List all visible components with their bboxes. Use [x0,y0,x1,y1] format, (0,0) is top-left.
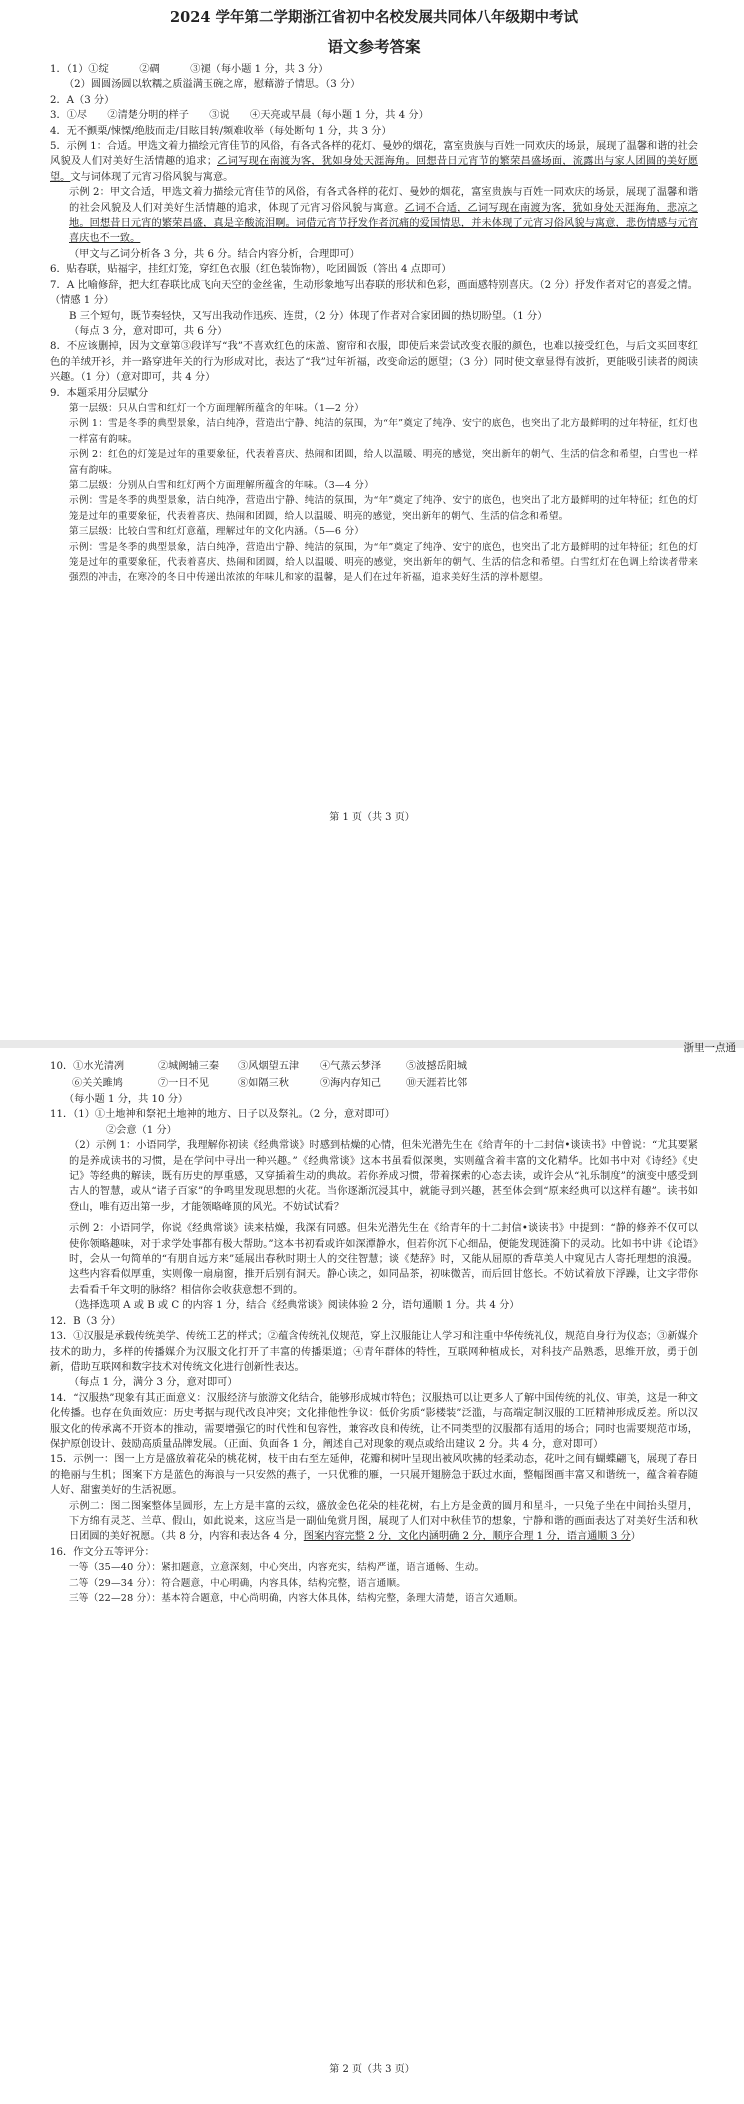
doc-subtitle: 语文参考答案 [327,37,421,56]
grade-2: 二等（29—34 分）：符合题意，中心明确，内容具体，结构完整，语言通顺。 [69,1577,407,1589]
q10-item: ⑤波撼岳阳城 [406,1061,468,1072]
q10-item: ⑧如隔三秋 [238,1078,289,1089]
level-3-example: 示例：雪是冬季的典型景象，洁白纯净，营造出宁静、纯洁的氛围，为“年”奠定了纯净、安宁的底色，也突出了北方最鲜明的过年特征；红色的灯笼是过年的重要象征，代表着喜庆、热闹和团圆，给人以温暖、明亮的感觉，突出新年的朝气、生活的信念和希望。白雪红灯在色调上给读者带来强烈的冲击，在寒冷的冬日中传递出浓浓的年味儿和家的温馨，是人们在过年祈福，追求美好生活的淳朴愿望。 [69,541,698,584]
answer-q2: 2．A（3 分） [50,94,115,106]
page-2-content [50,1058,698,1606]
answer-q15-example-1: 15．示例一：图一上方是盛放着花朵的桃花树，枝干由右至左延伸，花瓣和树叶呈现出被风吹拂的轻柔动态，花叶之间有蝴蝶翩飞，展现了春日的艳丽与生机；图案下方是蓝色的海浪与一只安然的燕子，一只优雅的雁，一只展开翅膀急于跃过水面，整幅图画丰富又和谐统一，蕴含着春随人好、甜蜜美好的生活祝愿。 [50,1454,698,1497]
q10-item: 10．①水光清冽 [50,1061,125,1072]
answer-q5-score: （甲文与乙词分析各 3 分，共 6 分。结合内容分析，合理即可） [69,248,360,260]
level-1-example-1: 示例 1：雪是冬季的典型景象，洁白纯净，营造出宁静、纯洁的氛围，为“年”奠定了纯净、安宁的底色，也突出了北方最鲜明的过年特征，红灯也一样富有韵味。 [69,418,698,445]
answer-q6: 6．贴春联，贴福字，挂红灯笼，穿红色衣服（红色装饰物），吃团圆饭（答出 4 点即可） [50,264,452,276]
answer-q7-a: 7．A 比喻修辞，把大红春联比成飞向天空的金丝雀，生动形象地写出春联的形状和色彩，画面感特别喜庆。（2 分）抒发作者对它的喜爱之情。（情感 1 分） [50,279,698,307]
answer-q11-part1: 11．（1）①土地神和祭祀土地神的地方、日子以及祭礼。（2 分，意对即可） [50,1109,395,1121]
answer-q10-row-2 [50,1075,698,1092]
q10-item: ⑥关关雎鸠 [72,1078,123,1089]
q10-item: ⑦一日不见 [158,1078,209,1089]
answer-q11-example-1: （2）示例 1：小语同学，我理解你初读《经典常谈》时感到枯燥的心情，但朱光潜先生在《给青年的十二封信•谈读书》中曾说：“尤其要紧的是养成读书的习惯，是在学问中寻出一种兴趣。”《经典常谈》这本书虽看似深奥，实则蕴含着丰富的文化精华。比如书中对《诗经》《史记》等经典的解读，既有历史的厚重感，又穿插着生动的典故。若你养成习惯，带着探索的心态去读，或许会从“礼乐制度”的演变中感受到古人的智慧，或从“诸子百家”的争鸣里发现思想的火花。当你逐渐沉浸其中，就能寻到兴趣，甚至体会到“原来经典可以这样有趣”。读书如登山，唯有迈出第一步，才能领略峰顶的风光。不妨试试看？ [69,1140,698,1213]
answer-q11-score: （选择选项 A 或 B 或 C 的内容 1 分，结合《经典常谈》阅读体验 2 分，语句通顺 1 分。共 4 分） [69,1300,520,1312]
answer-page-1 [0,0,744,1040]
underlined-text: 图案内容完整 2 分，文化内涵明确 2 分，顺序合理 1 分，语言通顺 3 分 [303,1531,631,1543]
watermark-text: 浙里一点通 [683,1042,736,1054]
answer-q16: 16．作文分五等评分： [50,1546,155,1558]
answer-page-2 [0,1048,744,2104]
answer-q7-score: （每点 3 分，意对即可，共 6 分） [69,325,228,337]
answer-q5-example-1: 5．示例 1：合适。甲选文着力描绘元宵佳节的风俗，有各式各样的花灯、曼妙的烟花，富室贵族与百姓一同欢庆的场景，展现了温馨和谐的社会风貌及人们对美好生活情趣的追求；乙词写现在南渡为客，犹如身处天涯海角。回想昔日元宵节的繁荣昌盛场面，流露出与家人团圆的美好愿望。文与词体现了元宵习俗风貌与寓意。 [50,141,698,183]
answer-q13: 13．①汉服是承载传统美学、传统工艺的样式；②蕴含传统礼仪规范，穿上汉服能让人学习和注重中华传统礼仪，规范自身行为仪态；③新媒介技术的助力，多样的传播媒介为汉服文化打开了丰富的传播渠道；④青年群体的特性，互联网种植成长，对科技产品熟悉，思维开放，勇于创新，借助互联网和数字技术对传统文化进行创新性表达。 [50,1331,698,1373]
answer-q9: 9．本题采用分层赋分 [50,387,149,399]
page-1-content [50,8,698,586]
grade-1: 一等（35—40 分）：紧扣题意，立意深刻，中心突出，内容充实，结构严谨，语言通畅、生动。 [69,1562,485,1574]
answer-q13-score: （每点 1 分，满分 3 分，意对即可） [69,1377,238,1389]
level-2-heading: 第二层级：分别从白雪和红灯两个方面理解所蕴含的年味。（3—4 分） [69,479,374,491]
level-2-example: 示例：雪是冬季的典型景象，洁白纯净，营造出宁静、纯洁的氛围，为“年”奠定了纯净、安宁的底色，也突出了北方最鲜明的过年特征；红色的灯笼是过年的重要象征，代表着喜庆、热闹和团圆，给人以温暖、明亮的感觉，突出新年的朝气、生活的信念和希望。 [69,495,698,522]
exam-title: 2024 学年第二学期浙江省初中名校发展共同体八年级期中考试 [170,9,578,26]
level-3-heading: 第三层级：比较白雪和红灯意蕴，理解过年的文化内涵。（5—6 分） [69,526,365,538]
underlined-text: 乙词写现在南渡为客，犹如身处天涯海角。回想昔日元宵节的繁荣昌盛场面，流露出与家人团圆的美好愿望。 [50,156,698,183]
answer-q11-part1b: ②会意（1 分） [106,1124,177,1136]
answer-q7-b: B 三个短句，既节奏轻快，又写出我动作迅疾、连贯，（2 分）体现了作者对合家团圆的热切盼望。（1 分） [69,310,548,322]
answer-q8: 8．不应该删掉，因为文章第③段详写“我”不喜欢红色的床盖、窗帘和衣服，即使后来尝试改变衣服的颜色，也难以接受红色，与后文买回枣红色的羊绒开衫，并一路穿进年关的行为形成对比，表达了“我”过年祈福，改变命运的愿望；（3 分）同时使文章显得有波折，更能吸引读者的阅读兴趣。（1 分）（意对即可，共 4 分） [50,341,698,384]
answer-q10-row-1 [50,1058,698,1075]
page-2-footer: 第 2 页（共 3 页） [329,2064,415,2075]
answer-q5-example-2: 示例 2：甲文合适，甲选文着力描绘元宵佳节的风俗，有各式各样的花灯、曼妙的烟花，富室贵族与百姓一同欢庆的场景，展现了温馨和谐的社会风貌及人们对美好生活情趣的追求，体现了元宵习俗风貌与寓意。乙词不合适，乙词写现在南渡为客，犹如身处天涯海角，悲凉之地。回想昔日元宵的繁荣昌盛，真是辛酸流泪啊。词借元宵节抒发作者沉痛的爱国情思，并未体现了元宵习俗风貌与寓意，悲伤情感与元宵喜庆也不一致。 [69,187,699,245]
answer-q3: 3．①尽 ②清楚分明的样子 ③说 ④天亮或早晨（每小题 1 分，共 4 分） [50,110,429,122]
answer-q1-part1: 1．（1）①绽 ②碉 ③褪（每小题 1 分，共 3 分） [50,64,329,75]
answer-q12: 12．B（3 分） [50,1315,121,1327]
answer-q10-score: （每小题 1 分，共 10 分） [64,1094,189,1105]
q10-item: ⑨海内存知己 [320,1078,382,1089]
answer-q14: 14．“汉服热”现象有其正面意义：汉服经济与旅游文化结合，能够形成城市特色；汉服热可以让更多人了解中国传统的礼仪、审美，这是一种文化传播。也存在负面效应：历史考据与现代改良冲突；文化排他性争议：低价劣质“影楼装”泛滥，与高端定制汉服的工匠精神形成反差。所以汉服文化的传承离不开资本的推动，需要增强它的时代性和包容性，兼容改良和传统，让不同类型的汉服都有适用的场合；同时也需要规范市场，保护原创设计、鼓励高质量品牌发展。（正面、负面各 1 分，阐述自己对现象的观点或给出建议 2 分。共 4 分，意对即可） [50,1392,698,1450]
answer-q1-part2: （2）圆圆汤圆以软糯之质溢满玉碗之席，慰藉游子情思。（3 分） [64,79,361,91]
q10-item: ④气蒸云梦泽 [320,1061,382,1072]
answer-q11-example-2: 示例 2：小语同学，你说《经典常谈》读来枯燥，我深有同感。但朱光潜先生在《给青年的十二封信•谈读书》中提到：“静的修养不仅可以使你领略趣味，对于求学处事都有极大帮助。”这本书初看或许如深潭静水，但若你沉下心细品，便能发现涟漪下的灵动。比如书中讲《论语》时，会从一句简单的“有朋自远方来”延展出春秋时期士人的交往智慧；谈《楚辞》时，又能从屈原的香草美人中窥见古人寄托理想的浪漫。这些内容看似厚重，实则像一扇扇窗，推开后别有洞天。静心读之，如同品茶，初味微苦，而后回甘悠长。不妨试着放下浮躁，让文字带你去看看千年文明的脉络？相信你会收获意想不到的。 [69,1223,698,1296]
grade-3: 三等（22—28 分）：基本符合题意，中心尚明确，内容大体具体，结构完整，条理大清楚，语言欠通顺。 [69,1593,524,1604]
level-1-example-2: 示例 2：红色的灯笼是过年的重要象征，代表着喜庆、热闹和团圆，给人以温暖、明亮的感觉，突出新年的朝气、生活的信念和希望，白雪也一样富有韵味。 [69,449,698,476]
level-1-heading: 第一层级：只从白雪和红灯一个方面理解所蕴含的年味。（1—2 分） [69,402,365,414]
q10-item: ③风烟望五津 [238,1061,300,1072]
q10-item: ②城阙辅三秦 [158,1061,220,1072]
answer-q15-example-2: 示例二：图二图案整体呈圆形，左上方是丰富的云纹，盛放金色花朵的桂花树，右上方是金黄的圆月和星斗，一只兔子坐在中间抬头望月，下方绵有灵芝、兰草、假山，如此说来，这应当是一副仙兔赏月图，展现了人们对中秋佳节的想象，宁静和谐的画面表达了对美好生活和秋日团圆的美好祝愿。（共 8 分，内容和表达各 4 分，图案内容完整 2 分，文化内涵明确 2 分，顺序合理 1 分，语言通顺 3 分） [69,1500,698,1543]
underlined-text: 乙词不合适，乙词写现在南渡为客，犹如身处天涯海角，悲凉之地。回想昔日元宵的繁荣昌盛，真是辛酸流泪啊。词借元宵节抒发作者沉痛的爱国情思，并未体现了元宵习俗风貌与寓意，悲伤情感与元宵喜庆也不一致。 [69,202,698,245]
answer-q4: 4．无不颤栗/悚慄/绝肢而走/目眩目转/频难收举（每处断句 1 分，共 3 分） [50,125,392,137]
q10-item: ⑩天涯若比邻 [406,1078,468,1089]
page-1-footer: 第 1 页（共 3 页） [329,812,415,823]
